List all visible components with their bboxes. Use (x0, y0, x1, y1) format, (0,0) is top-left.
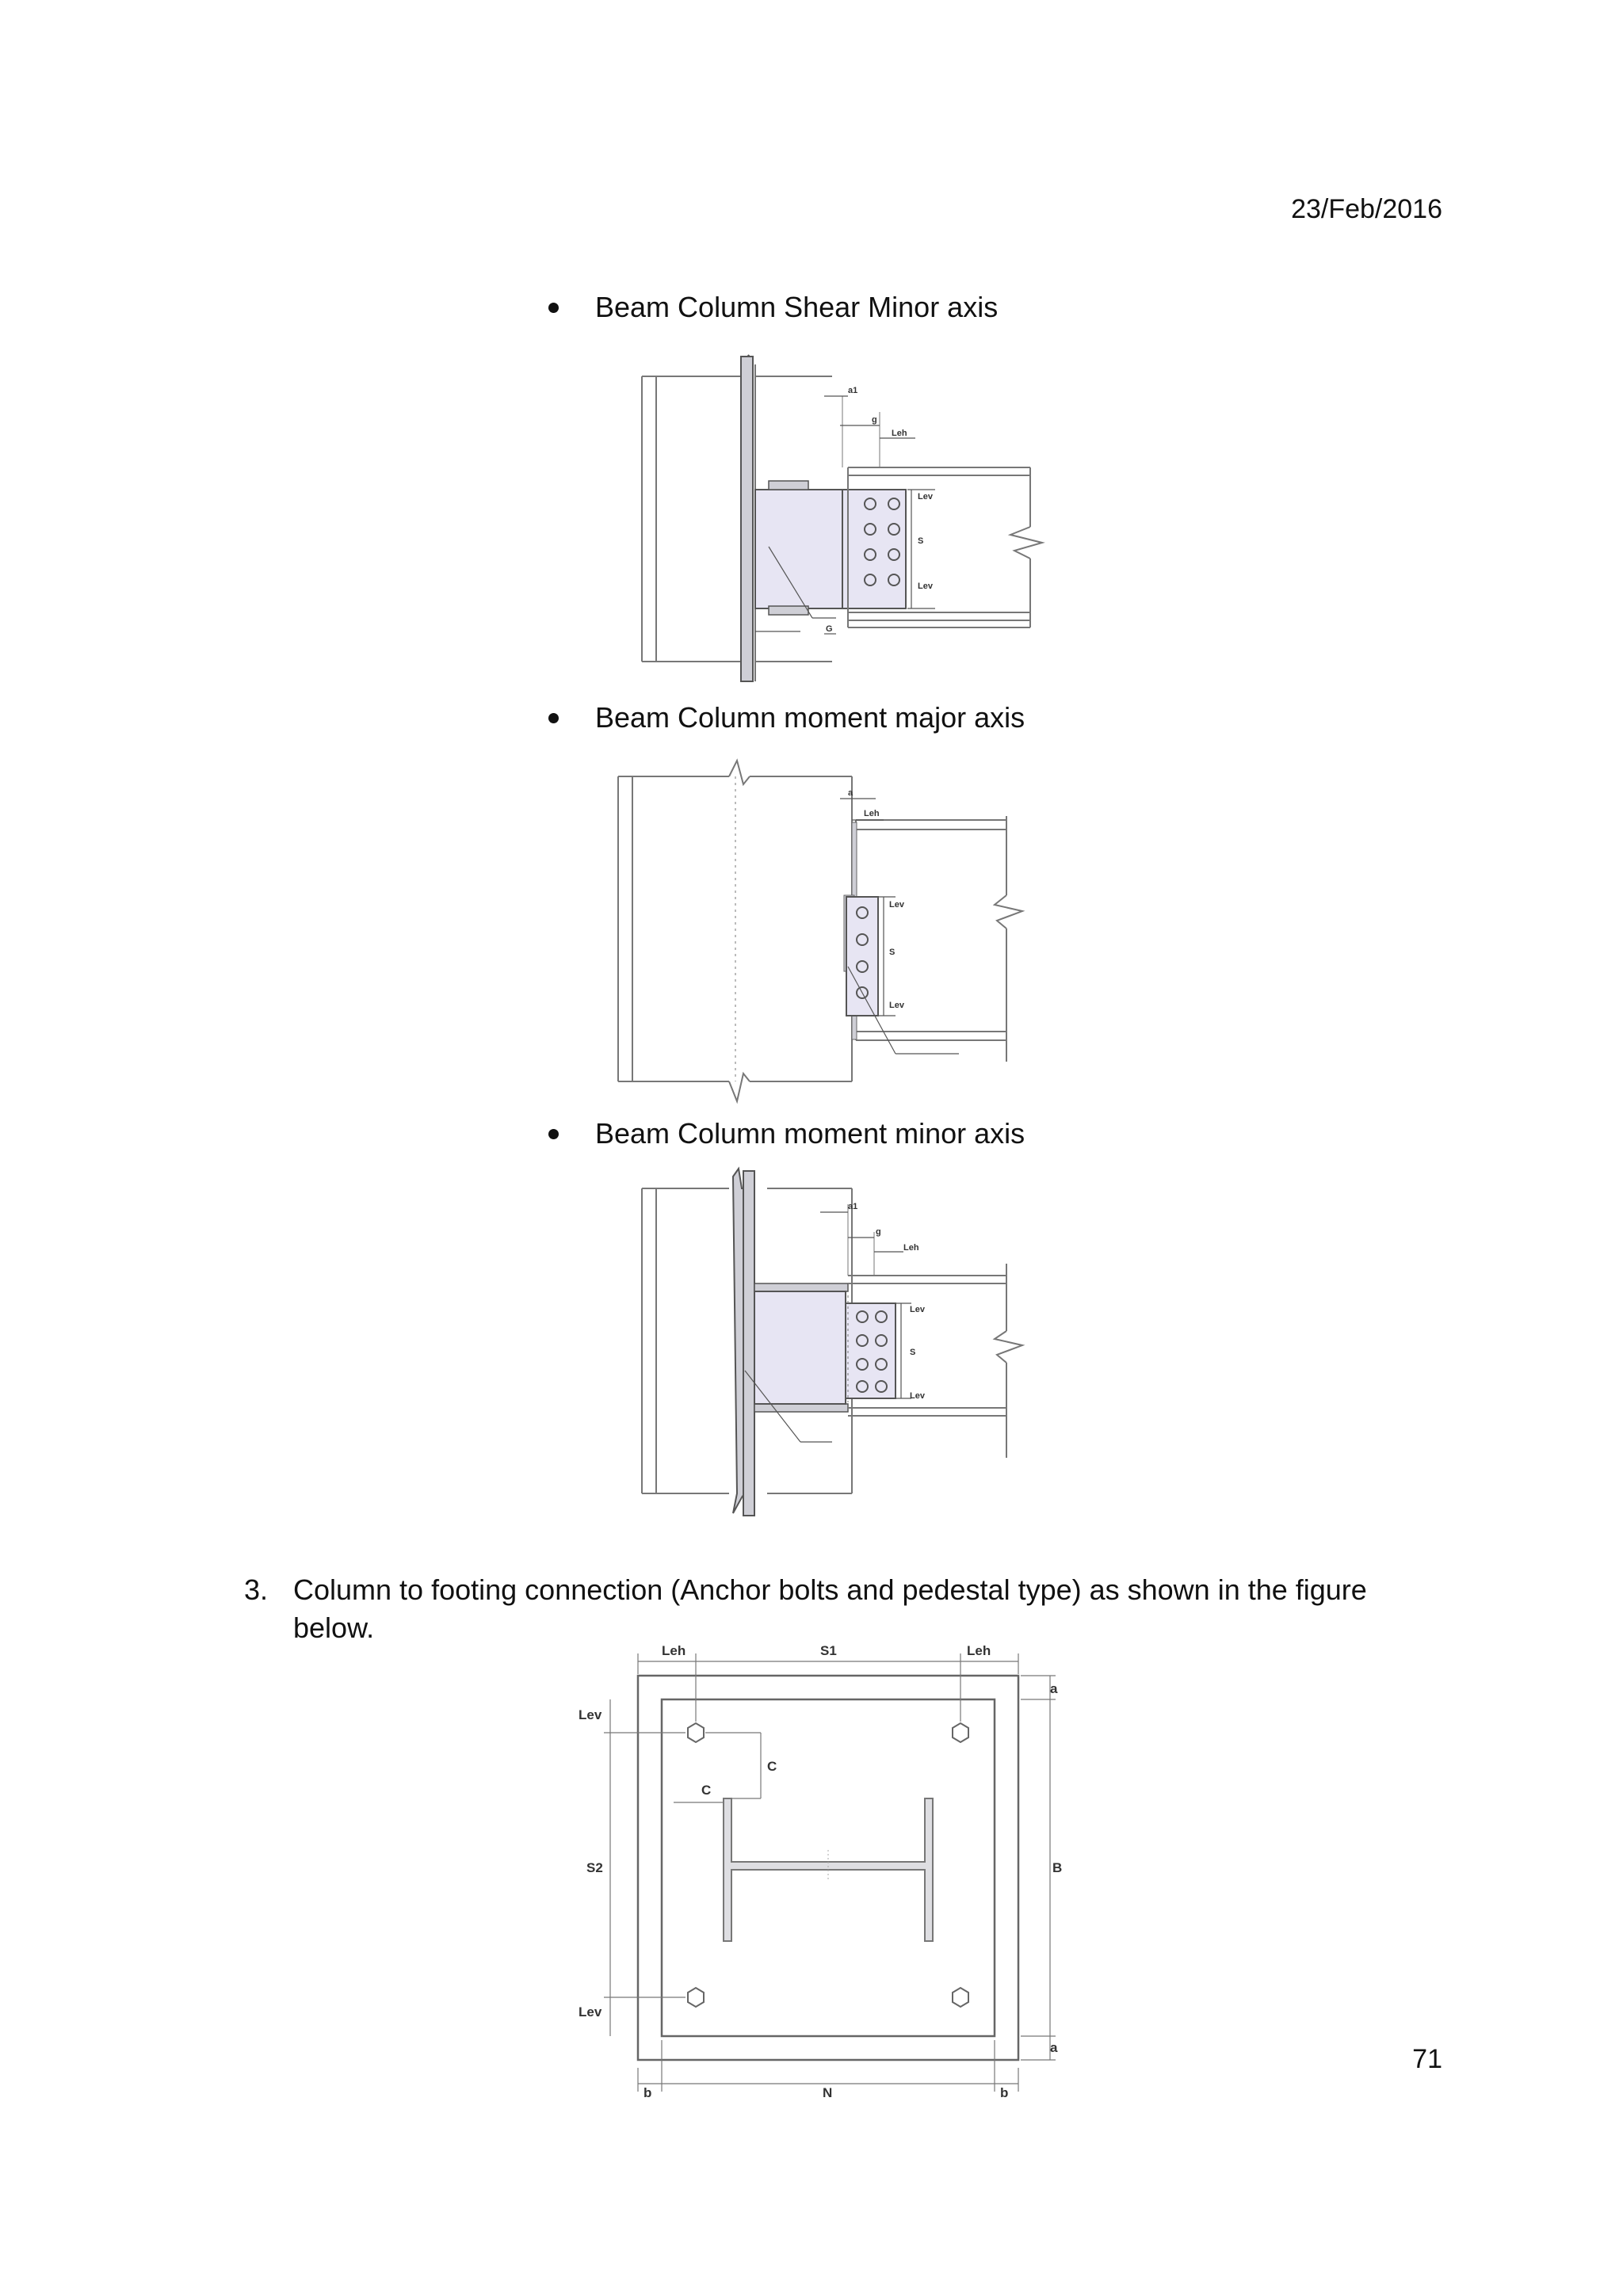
bullet-dot (548, 303, 559, 313)
label-leh: Leh (892, 429, 907, 438)
label-leh-left: Leh (662, 1643, 686, 1658)
label-s2: S2 (586, 1860, 603, 1875)
label-b-left: b (643, 2085, 652, 2100)
bullet-beam-column-moment-major (548, 701, 1025, 734)
label-leh: Leh (864, 809, 880, 818)
item-text: Column to footing connection (Anchor bolts and pedestal type) as shown in the figure below. (293, 1573, 1367, 1644)
label-leh-right: Leh (967, 1643, 991, 1658)
section-label: Beam Column Shear Minor axis (595, 291, 999, 323)
bullet-beam-column-shear-minor (548, 291, 998, 324)
label-a-top: a (1050, 1681, 1058, 1696)
label-a1: a1 (848, 386, 858, 395)
item-number: 3. (244, 1573, 269, 1606)
label-b-right: b (1000, 2085, 1009, 2100)
label-c-horizontal: C (701, 1783, 712, 1798)
label-s1: S1 (820, 1643, 837, 1658)
label-lev-top: Lev (918, 492, 933, 502)
label-s: S (910, 1348, 916, 1357)
label-g: g (872, 415, 877, 425)
label-lev-bottom: Lev (579, 2004, 602, 2019)
label-lev-bottom: Lev (918, 582, 933, 591)
label-s: S (918, 536, 924, 546)
page-date: 23/Feb/2016 (1291, 194, 1442, 224)
figure-shear-minor-axis (618, 349, 1062, 689)
label-lev-bottom: Lev (910, 1391, 925, 1401)
figure-moment-minor-axis (610, 1165, 1054, 1521)
section-label: Beam Column moment minor axis (595, 1117, 1025, 1150)
label-n: N (823, 2085, 833, 2100)
bullet-dot (548, 713, 559, 723)
label-a: a (848, 788, 854, 798)
label-lev-top: Lev (910, 1305, 925, 1314)
label-b-side: B (1052, 1860, 1063, 1875)
bullet-dot (548, 1129, 559, 1139)
label-g: g (876, 1227, 881, 1237)
label-lev-bottom: Lev (889, 1001, 904, 1010)
bullet-beam-column-moment-minor (548, 1117, 1025, 1150)
label-lev-top: Lev (579, 1707, 602, 1722)
label-G: G (826, 624, 833, 634)
label-leh: Leh (903, 1243, 919, 1253)
label-c-vertical: C (767, 1759, 777, 1774)
figure-moment-major-axis (610, 753, 1054, 1109)
label-s: S (889, 948, 896, 957)
label-lev-top: Lev (889, 900, 904, 910)
label-a-bottom: a (1050, 2040, 1058, 2055)
section-label: Beam Column moment major axis (595, 701, 1025, 734)
label-a1: a1 (848, 1202, 858, 1211)
page-number: 71 (1412, 2044, 1442, 2074)
figure-base-plate (571, 1636, 1078, 2103)
